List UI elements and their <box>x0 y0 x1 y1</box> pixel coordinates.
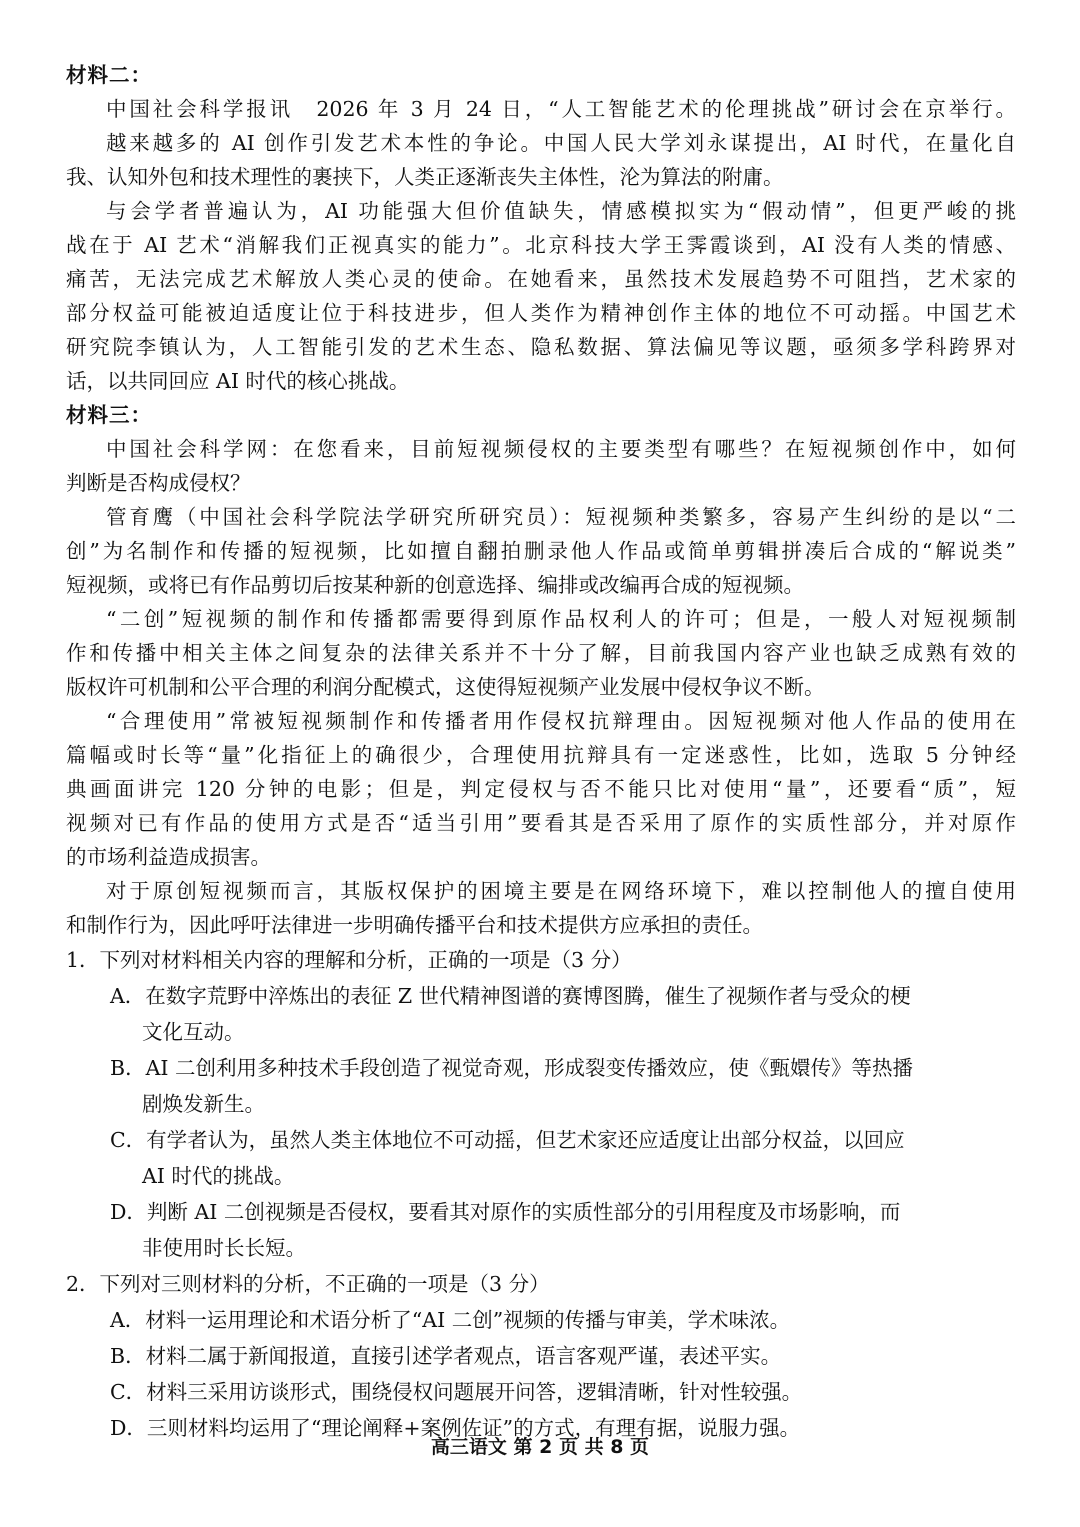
question1-stem: 1．下列对材料相关内容的理解和分析，正确的一项是（3 分） <box>66 948 632 972</box>
material3-line: 的市场利益造成损害。 <box>66 845 271 869</box>
material2-line: 部分权益可能被迫适度让位于科技进步，但人类作为精神创作主体的地位不可动摇。中国艺术 <box>66 301 1016 325</box>
material3-line: 管育鹰（中国社会科学院法学研究所研究员）：短视频种类繁多，容易产生纠纷的是以“二 <box>106 505 1016 529</box>
page-content <box>66 58 1016 1446</box>
question1-option-b: B．AI 二创利用多种技术手段创造了视觉奇观，形成裂变传播效应，使《甄嬛传》等热播 <box>110 1056 913 1080</box>
question2-stem: 2．下列对三则材料的分析，不正确的一项是（3 分） <box>66 1272 550 1296</box>
material2-line: 话，以共同回应 AI 时代的核心挑战。 <box>66 369 410 393</box>
material3-line: 篇幅或时长等“量”化指征上的确很少，合理使用抗辩具有一定迷惑性，比如，选取 5 分钟经 <box>66 743 1016 767</box>
material2-line: 我、认知外包和技术理性的裹挟下，人类正逐渐丧失主体性，沦为算法的附庸。 <box>66 165 784 189</box>
question1-option-a: A．在数字荒野中淬炼出的表征 Z 世代精神图谱的赛博图腾，催生了视频作者与受众的梗 <box>110 984 911 1008</box>
material2-line: 痛苦，无法完成艺术解放人类心灵的使命。在她看来，虽然技术发展趋势不可阻挡，艺术家的 <box>66 267 1016 291</box>
material3-line: 中国社会科学网：在您看来，目前短视频侵权的主要类型有哪些？在短视频创作中，如何 <box>106 437 1016 461</box>
material2-line: 研究院李镇认为，人工智能引发的艺术生态、隐私数据、算法偏见等议题，亟须多学科跨界对 <box>66 335 1016 359</box>
material3-line: 视频对已有作品的使用方式是否“适当引用”要看其是否采用了原作的实质性部分，并对原作 <box>66 811 1016 835</box>
question1-option-b-cont: 剧焕发新生。 <box>142 1092 265 1116</box>
material3-heading: 材料三： <box>66 403 152 427</box>
question1-option-d-cont: 非使用时长长短。 <box>142 1236 306 1260</box>
material3-line: “合理使用”常被短视频制作和传播者用作侵权抗辩理由。因短视频对他人作品的使用在 <box>106 709 1016 733</box>
material3-line: 作和传播中相关主体之间复杂的法律关系并不十分了解，目前我国内容产业也缺乏成熟有效的 <box>66 641 1016 665</box>
question2-option-d: D．三则材料均运用了“理论阐释+案例佐证”的方式，有理有据，说服力强。 <box>110 1416 801 1440</box>
material3-line: 典画面讲完 120 分钟的电影；但是，判定侵权与否不能只比对使用“量”，还要看“质”，短 <box>66 777 1016 801</box>
material3-line: 创”为名制作和传播的短视频，比如擅自翻拍删录他人作品或简单剪辑拼凑后合成的“解说类” <box>66 539 1016 563</box>
question2-option-b: B．材料二属于新闻报道，直接引述学者观点，语言客观严谨，表述平实。 <box>110 1344 782 1368</box>
question1-option-c-cont: AI 时代的挑战。 <box>142 1164 295 1188</box>
question1-option-c: C．有学者认为，虽然人类主体地位不可动摇，但艺术家还应适度让出部分权益，以回应 <box>110 1128 905 1152</box>
question2-option-c: C．材料三采用访谈形式，围绕侵权问题展开问答，逻辑清晰，针对性较强。 <box>110 1380 803 1404</box>
material3-line: 短视频，或将已有作品剪切后按某种新的创意选择、编排或改编再合成的短视频。 <box>66 573 804 597</box>
material3-line: 对于原创短视频而言，其版权保护的困境主要是在网络环境下，难以控制他人的擅自使用 <box>106 879 1016 903</box>
material3-line: 判断是否构成侵权？ <box>66 471 251 495</box>
material3-line: 版权许可机制和公平合理的利润分配模式，这使得短视频产业发展中侵权争议不断。 <box>66 675 825 699</box>
material2-line: 越来越多的 AI 创作引发艺术本性的争论。中国人民大学刘永谋提出，AI 时代，在量化自 <box>106 131 1016 155</box>
question1-option-a-cont: 文化互动。 <box>142 1020 245 1044</box>
material3-line: “二创”短视频的制作和传播都需要得到原作品权利人的许可；但是，一般人对短视频制 <box>106 607 1016 631</box>
material2-line: 与会学者普遍认为，AI 功能强大但价值缺失，情感模拟实为“假动情”，但更严峻的挑 <box>106 199 1016 223</box>
material2-line: 战在于 AI 艺术“消解我们正视真实的能力”。北京科技大学王霁霞谈到，AI 没有人类的情感、 <box>66 233 1016 257</box>
question2-option-a: A．材料一运用理论和术语分析了“AI 二创”视频的传播与审美，学术味浓。 <box>110 1308 791 1332</box>
material2-line: 中国社会科学报讯 2026 年 3 月 24 日，“人工智能艺术的伦理挑战”研讨会在京举行。 <box>106 97 1016 121</box>
material3-line: 和制作行为，因此呼吁法律进一步明确传播平台和技术提供方应承担的责任。 <box>66 913 763 937</box>
page-footer: 高三语文 第 2 页 共 8 页 <box>430 1436 650 1458</box>
material2-heading: 材料二： <box>66 63 152 87</box>
question1-option-d: D．判断 AI 二创视频是否侵权，要看其对原作的实质性部分的引用程度及市场影响，而 <box>110 1200 901 1224</box>
